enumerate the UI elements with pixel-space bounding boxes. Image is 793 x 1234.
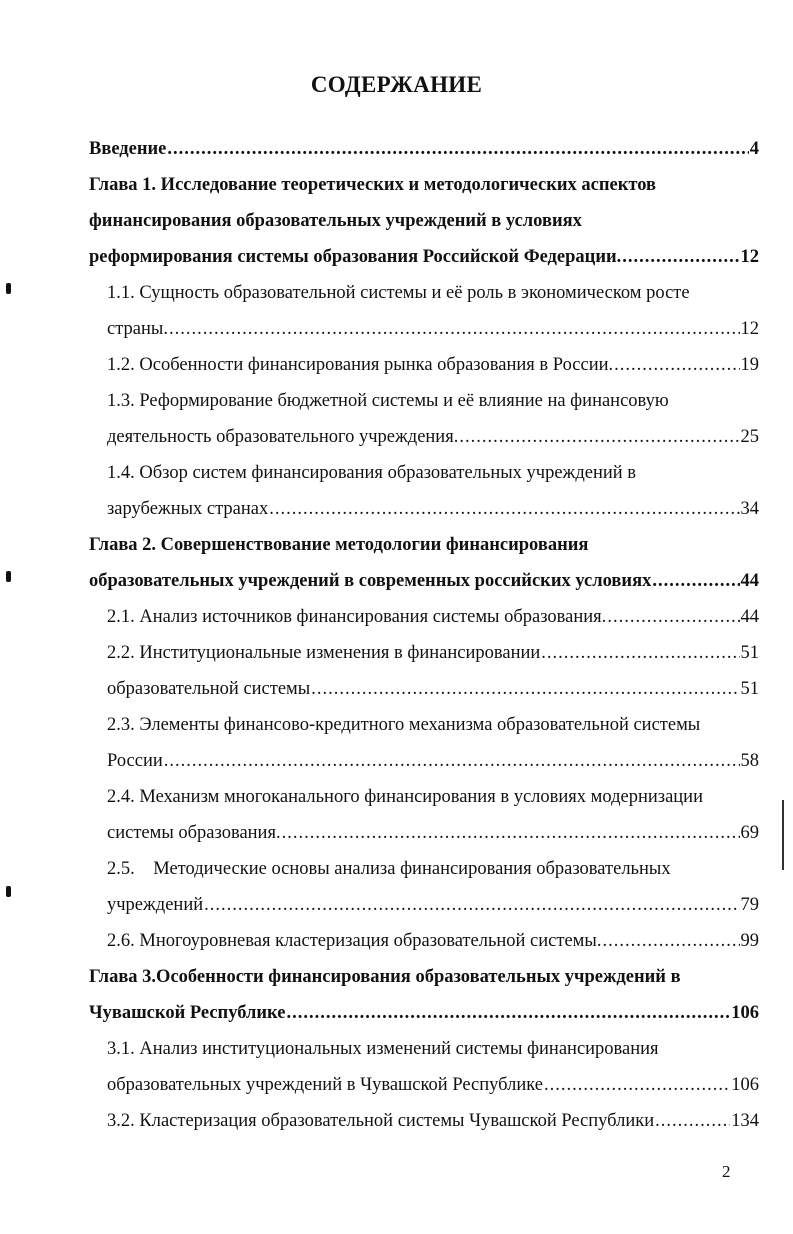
toc-entry: 1.2. Особенности финансирования рынка образования в России. ..... 19 xyxy=(107,353,759,377)
binding-hole-mark xyxy=(6,886,11,897)
toc-entry: 1.1. Сущность образовательной системы и её роль в экономическом росте xyxy=(107,283,690,303)
toc-entry: образовательных учреждений в современных российских условиях ..... 44 xyxy=(89,569,759,593)
toc-entry: Глава 3.Особенности финансирования образовательных учреждений в xyxy=(89,967,681,987)
toc-entry: 2.3. Элементы финансово-кредитного механизма образовательной системы xyxy=(107,715,701,735)
toc-entry: Глава 2. Совершенствование методологии финансирования xyxy=(89,535,589,555)
toc-entry: Чувашской Республике ..... 106 xyxy=(89,1001,759,1025)
toc-entry: деятельность образовательного учреждения. ..... 25 xyxy=(107,425,759,449)
toc-entry: учреждений ..... 79 xyxy=(107,893,759,917)
toc-entry: 3.1. Анализ институциональных изменений системы финансирования xyxy=(107,1039,659,1059)
toc-entry: страны. ..... 12 xyxy=(107,317,759,341)
toc-entry: 2.5. Методические основы анализа финансирования образовательных xyxy=(107,859,671,879)
toc-entry: Глава 1. Исследование теоретических и методологических аспектов xyxy=(89,175,657,195)
page-number: 2 xyxy=(722,1162,731,1181)
toc-entry: 1.4. Обзор систем финансирования образовательных учреждений в xyxy=(107,463,637,483)
scan-edge-line xyxy=(782,800,784,870)
toc-entry: 2.4. Механизм многоканального финансирования в условиях модернизации xyxy=(107,787,703,807)
toc-entry: образовательных учреждений в Чувашской Республике ..... 106 xyxy=(107,1073,759,1097)
toc-entry: финансирования образовательных учреждений в условиях xyxy=(89,211,582,231)
toc-entry: образовательной системы ..... 51 xyxy=(107,677,759,701)
toc-entry: 2.2. Институциональные изменения в финансировании ..... 51 xyxy=(107,641,759,665)
toc-entry: 1.3. Реформирование бюджетной системы и её влияние на финансовую xyxy=(107,391,669,411)
toc-entry: России ..... 58 xyxy=(107,749,759,773)
binding-hole-mark xyxy=(6,283,11,294)
toc-entry: 2.1. Анализ источников финансирования системы образования. ..... 44 xyxy=(107,605,759,629)
toc-entry: 3.2. Кластеризация образовательной системы Чувашской Республики ..... 134 xyxy=(107,1109,759,1133)
binding-hole-mark xyxy=(6,571,11,582)
page-title: СОДЕРЖАНИЕ xyxy=(310,72,483,97)
toc-entry: системы образования. ..... 69 xyxy=(107,821,759,845)
toc-entry: 2.6. Многоуровневая кластеризация образовательной системы. ..... 99 xyxy=(107,929,759,953)
toc-entry: реформирования системы образования Российской Федерации. ..... 12 xyxy=(89,245,759,269)
toc-entry: Введение ..... 4 xyxy=(89,137,759,161)
toc-entry: зарубежных странах ..... 34 xyxy=(107,497,759,521)
